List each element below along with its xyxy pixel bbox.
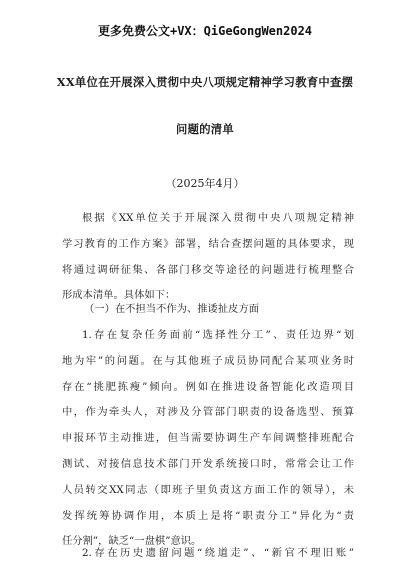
item1-line: 发挥统筹协调作用，本质上是将“职责分工”异化为“责 <box>62 509 354 522</box>
intro-line: 将通过调研征集、各部门移交等途径的问题进行梳理整合 <box>62 263 354 276</box>
item1-line: 测试、对接信息技术部门开发系统接口时，常常会让工作 <box>62 457 354 470</box>
intro-line: 学习教育的工作方案》部署，结合查摆问题的具体要求，现 <box>62 237 354 250</box>
item2-paragraph <box>62 541 354 567</box>
document-title-line1: XX单位在开展深入贯彻中央八项规定精神学习教育中查摆 <box>56 75 354 89</box>
section-heading: （一）在不担当不作为、推诿扯皮方面 <box>84 303 260 315</box>
watermark-text: 更多免费公文+VX：QiGeGongWen2024 <box>97 24 313 38</box>
item2-line: 2.存在历史遗留问题“绕道走”、“新官不理旧账” <box>82 547 354 559</box>
item1-line: 地为牢”的问题。在与其他班子成员协同配合某项业务时 <box>62 354 354 367</box>
item1-line: 任分割”，缺乏“一盘棋”意识。 <box>62 535 202 548</box>
item1-line: 申报环节主动推进，但当需要协调生产车间调整排班配合 <box>62 432 354 445</box>
item1-line: 1.存在复杂任务面前“选择性分工”、责任边界“划 <box>82 329 354 341</box>
intro-paragraph <box>62 206 354 309</box>
intro-line: 形成本清单。具体如下： <box>62 289 176 302</box>
item1-line: 人员转交XX同志（即班子里负责这方面工作的领导），未 <box>62 483 354 496</box>
item1-line: 存在“挑肥拣瘦”倾向。例如在推进设备智能化改造项目 <box>62 380 354 393</box>
intro-line: 根据《XX单位关于开展深入贯彻中央八项规定精神 <box>82 212 354 224</box>
item1-line: 中，作为牵头人，对涉及分管部门职责的设备选型、预算 <box>62 406 354 419</box>
document-date: （2025年4月） <box>165 177 245 190</box>
document-title-line2: 问题的清单 <box>176 122 234 136</box>
item1-paragraph <box>62 323 354 555</box>
